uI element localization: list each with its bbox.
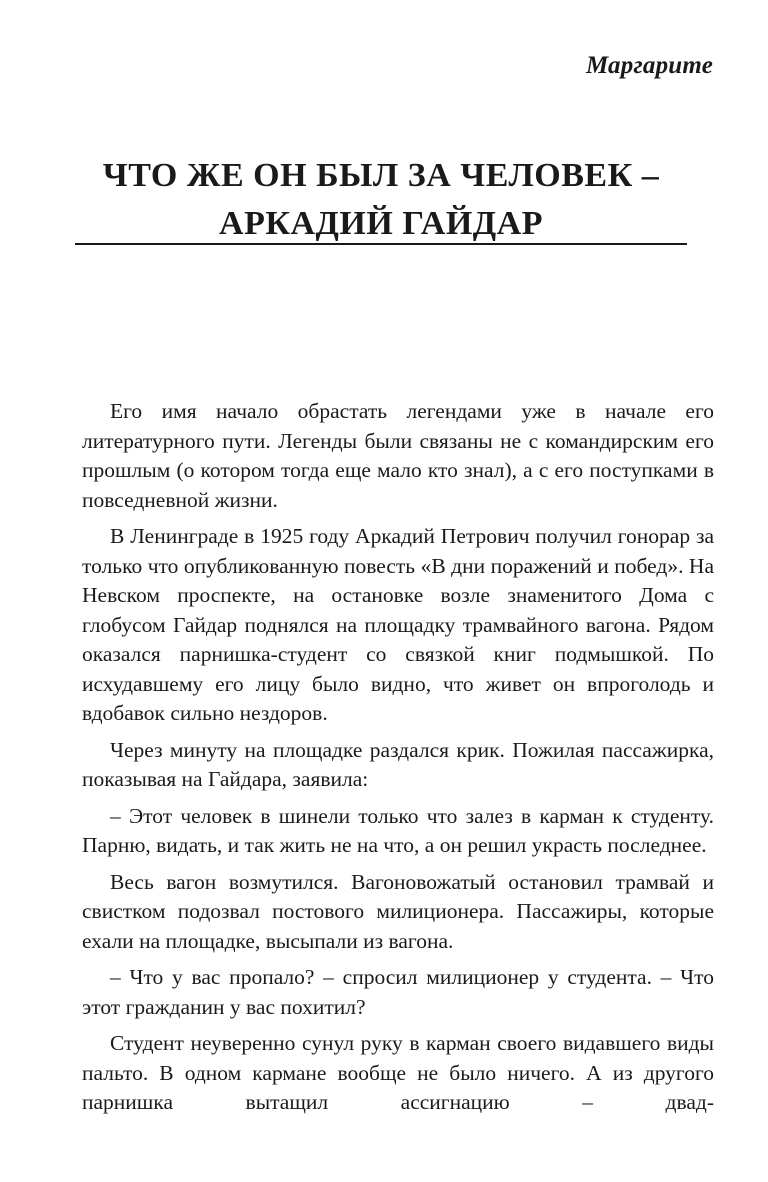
running-head: Маргарите <box>585 52 713 79</box>
paragraph: Весь вагон возмутился. Вагоновожатый остановил трамвай и свистком подозвал постового милиционера. Пассажиры, которые ехали на площадке, высыпали из вагона. <box>82 869 714 953</box>
paragraph: – Этот человек в шинели только что залез в карман к студенту. Парню, видать, и так жить не на что, а он решил украсть последнее. <box>82 803 714 857</box>
chapter-title-line-2: АРКАДИЙ ГАЙДАР <box>219 205 543 242</box>
chapter-title <box>75 152 687 248</box>
chapter-title-line-1: ЧТО ЖЕ ОН БЫЛ ЗА ЧЕЛОВЕК – <box>102 157 660 194</box>
paragraph: Его имя начало обрастать легендами уже в начале его литературного пути. Легенды были связаны не с командирским его прошлым (о котором тогда еще мало кто знал), а с его поступками в повседневной жизни. <box>82 399 714 512</box>
title-underline <box>75 243 687 245</box>
body-text <box>82 397 714 1125</box>
paragraph: Студент неуверенно сунул руку в карман своего видавшего виды пальто. В одном кармане вообще не было ничего. А из другого парнишка вытащил ассигнацию – двад- <box>82 1031 714 1114</box>
paragraph: – Что у вас пропало? – спросил милиционер у студента. – Что этот гражданин у вас похитил? <box>82 965 714 1019</box>
paragraph: В Ленинграде в 1925 году Аркадий Петрович получил гонорар за только что опубликованную повесть «В дни поражений и побед». На Невском проспекте, на остановке возле знаменитого Дома с глобусом Гайдар поднялся на площадку трамвайного вагона. Рядом оказался парнишка-студент со связкой книг подмышкой. По исхудавшему его лицу было видно, что живет он впроголодь и вдобавок сильно нездоров. <box>82 524 714 725</box>
paragraph: Через минуту на площадке раздался крик. Пожилая пассажирка, показывая на Гайдара, заявила: <box>82 737 714 791</box>
